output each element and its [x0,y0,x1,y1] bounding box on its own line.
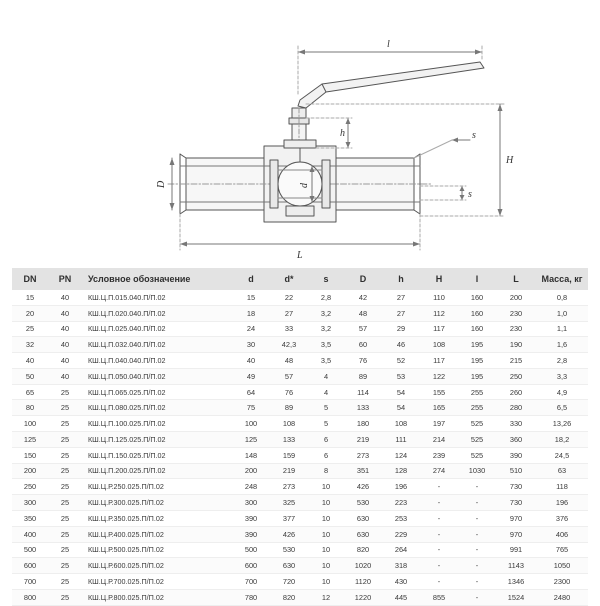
table-cell-1: 25 [48,558,82,574]
dimension-label-d: d [299,183,310,188]
table-cell-10: 230 [496,305,536,321]
table-cell-1: 40 [48,337,82,353]
table-cell-1: 25 [48,384,82,400]
table-cell-11: 0,8 [536,290,588,305]
table-cell-10: 1524 [496,589,536,605]
table-row [12,589,588,605]
table-cell-6: 57 [344,321,382,337]
table-cell-3: 248 [232,479,270,495]
table-cell-0: 100 [12,416,48,432]
table-cell-6: 219 [344,432,382,448]
table-cell-1: 25 [48,495,82,511]
table-cell-4: 42,3 [270,337,308,353]
table-cell-1: 25 [48,463,82,479]
table-cell-3: 780 [232,589,270,605]
th-designation: Условное обозначение [82,268,232,290]
table-cell-10: 510 [496,463,536,479]
table-cell-4: 720 [270,574,308,590]
table-cell-9: - [458,479,496,495]
table-cell-4: 133 [270,432,308,448]
table-cell-6: 530 [344,495,382,511]
table-cell-8: 112 [420,305,458,321]
table-cell-9: - [458,526,496,542]
table-cell-4: 530 [270,542,308,558]
table-cell-5: 3,2 [308,305,344,321]
table-cell-1: 40 [48,368,82,384]
table-cell-10: 1143 [496,558,536,574]
table-row [12,290,588,305]
table-cell-8: 155 [420,384,458,400]
th-l: l [458,268,496,290]
table-cell-8: 274 [420,463,458,479]
table-cell-2: КШ.Ц.Р.600.025.П/П.02 [82,558,232,574]
dimension-label-s-top: s [472,130,476,141]
table-cell-4: 27 [270,305,308,321]
table-cell-0: 500 [12,542,48,558]
dimension-label-D: D [156,180,167,188]
table-cell-1: 40 [48,353,82,369]
table-cell-9: 525 [458,432,496,448]
table-cell-7: 124 [382,447,420,463]
table-row [12,400,588,416]
table-cell-2: КШ.Ц.Р.350.025.П/П.02 [82,510,232,526]
table-cell-6: 351 [344,463,382,479]
table-cell-2: КШ.Ц.П.015.040.П/П.02 [82,290,232,305]
table-cell-3: 390 [232,526,270,542]
table-cell-8: 110 [420,290,458,305]
table-cell-2: КШ.Ц.П.040.040.П/П.02 [82,353,232,369]
table-cell-8: 239 [420,447,458,463]
table-cell-9: 255 [458,400,496,416]
table-cell-5: 10 [308,574,344,590]
table-cell-11: 24,5 [536,447,588,463]
table-cell-3: 500 [232,542,270,558]
table-cell-2: КШ.Ц.Р.700.025.П/П.02 [82,574,232,590]
table-row [12,510,588,526]
table-cell-11: 765 [536,542,588,558]
table-header [12,268,588,290]
table-cell-8: 855 [420,589,458,605]
table-cell-6: 426 [344,479,382,495]
table-cell-6: 114 [344,384,382,400]
table-cell-8: 117 [420,353,458,369]
table-cell-9: 255 [458,384,496,400]
table-cell-10: 215 [496,353,536,369]
table-cell-3: 125 [232,432,270,448]
table-cell-10: 280 [496,400,536,416]
table-cell-0: 32 [12,337,48,353]
table-cell-9: 1030 [458,463,496,479]
table-cell-5: 10 [308,542,344,558]
table-cell-0: 200 [12,463,48,479]
table-cell-9: 195 [458,368,496,384]
table-cell-7: 445 [382,589,420,605]
table-cell-5: 12 [308,589,344,605]
table-cell-3: 15 [232,290,270,305]
table-cell-4: 159 [270,447,308,463]
table-cell-10: 190 [496,337,536,353]
table-cell-2: КШ.Ц.П.100.025.П/П.02 [82,416,232,432]
table-cell-5: 2,8 [308,290,344,305]
specifications-table [12,268,588,606]
table-cell-8: - [420,479,458,495]
drawing-svg [0,0,600,268]
table-cell-9: 525 [458,416,496,432]
table-cell-8: - [420,526,458,542]
table-cell-3: 700 [232,574,270,590]
table-cell-3: 600 [232,558,270,574]
table-cell-10: 730 [496,495,536,511]
table-cell-1: 40 [48,290,82,305]
table-cell-2: КШ.Ц.П.025.040.П/П.02 [82,321,232,337]
table-cell-0: 250 [12,479,48,495]
table-cell-7: 54 [382,384,420,400]
table-cell-10: 730 [496,479,536,495]
table-row [12,353,588,369]
table-cell-2: КШ.Ц.П.080.025.П/П.02 [82,400,232,416]
table-row [12,321,588,337]
table-cell-0: 40 [12,353,48,369]
table-cell-8: - [420,542,458,558]
table-cell-5: 6 [308,447,344,463]
dimension-label-H: H [506,155,514,166]
table-cell-1: 25 [48,574,82,590]
table-cell-10: 390 [496,447,536,463]
table-cell-4: 108 [270,416,308,432]
table-cell-5: 6 [308,432,344,448]
table-cell-0: 80 [12,400,48,416]
table-cell-6: 630 [344,526,382,542]
table-cell-9: - [458,510,496,526]
table-cell-1: 40 [48,305,82,321]
th-D: D [344,268,382,290]
table-cell-1: 25 [48,479,82,495]
th-d-star: d* [270,268,308,290]
table-row [12,495,588,511]
table-cell-6: 820 [344,542,382,558]
table-cell-5: 10 [308,526,344,542]
table-cell-5: 10 [308,495,344,511]
table-cell-3: 100 [232,416,270,432]
table-cell-11: 406 [536,526,588,542]
table-cell-7: 27 [382,305,420,321]
table-cell-4: 57 [270,368,308,384]
table-cell-11: 3,3 [536,368,588,384]
table-cell-5: 10 [308,479,344,495]
table-cell-6: 89 [344,368,382,384]
table-cell-1: 25 [48,510,82,526]
table-cell-11: 2480 [536,589,588,605]
specifications-table-wrapper [0,268,600,606]
table-cell-6: 1020 [344,558,382,574]
table-cell-3: 40 [232,353,270,369]
table-cell-0: 150 [12,447,48,463]
table-cell-11: 2,8 [536,353,588,369]
table-cell-5: 4 [308,368,344,384]
table-cell-4: 630 [270,558,308,574]
table-cell-7: 108 [382,416,420,432]
table-cell-11: 18,2 [536,432,588,448]
table-cell-7: 52 [382,353,420,369]
table-cell-3: 200 [232,463,270,479]
table-cell-9: - [458,495,496,511]
table-cell-10: 970 [496,526,536,542]
table-cell-9: - [458,574,496,590]
table-cell-1: 25 [48,416,82,432]
table-cell-10: 260 [496,384,536,400]
table-cell-1: 25 [48,400,82,416]
table-cell-2: КШ.Ц.Р.400.025.П/П.02 [82,526,232,542]
table-cell-0: 15 [12,290,48,305]
table-cell-9: 525 [458,447,496,463]
table-cell-0: 50 [12,368,48,384]
table-cell-2: КШ.Ц.Р.500.025.П/П.02 [82,542,232,558]
table-cell-9: - [458,589,496,605]
table-cell-11: 63 [536,463,588,479]
table-cell-7: 223 [382,495,420,511]
table-cell-1: 25 [48,526,82,542]
table-header-row [12,268,588,290]
table-cell-6: 60 [344,337,382,353]
table-cell-11: 2300 [536,574,588,590]
table-cell-7: 318 [382,558,420,574]
th-H: H [420,268,458,290]
table-cell-1: 25 [48,542,82,558]
table-cell-6: 180 [344,416,382,432]
th-mass: Масса, кг [536,268,588,290]
table-cell-0: 20 [12,305,48,321]
dimension-label-s-bottom: s [468,189,472,200]
table-row [12,416,588,432]
table-cell-7: 111 [382,432,420,448]
table-cell-3: 64 [232,384,270,400]
table-cell-0: 125 [12,432,48,448]
table-cell-0: 300 [12,495,48,511]
table-cell-8: - [420,558,458,574]
table-cell-3: 18 [232,305,270,321]
table-cell-10: 250 [496,368,536,384]
table-cell-2: КШ.Ц.Р.250.025.П/П.02 [82,479,232,495]
table-cell-2: КШ.Ц.П.020.040.П/П.02 [82,305,232,321]
table-row [12,432,588,448]
table-cell-6: 630 [344,510,382,526]
table-cell-7: 430 [382,574,420,590]
table-cell-2: КШ.Ц.П.200.025.П/П.02 [82,463,232,479]
table-cell-0: 400 [12,526,48,542]
table-row [12,368,588,384]
table-cell-6: 1120 [344,574,382,590]
table-cell-2: КШ.Ц.П.065.025.П/П.02 [82,384,232,400]
table-cell-4: 33 [270,321,308,337]
table-cell-7: 196 [382,479,420,495]
table-row [12,463,588,479]
table-cell-9: - [458,542,496,558]
dimension-label-L: L [297,250,303,261]
table-cell-8: - [420,574,458,590]
table-cell-3: 390 [232,510,270,526]
table-cell-3: 148 [232,447,270,463]
table-row [12,542,588,558]
table-row [12,558,588,574]
table-cell-4: 22 [270,290,308,305]
table-cell-1: 25 [48,432,82,448]
table-cell-3: 49 [232,368,270,384]
th-s: s [308,268,344,290]
table-cell-5: 5 [308,400,344,416]
table-cell-10: 230 [496,321,536,337]
table-cell-4: 325 [270,495,308,511]
table-cell-10: 200 [496,290,536,305]
table-cell-10: 991 [496,542,536,558]
table-cell-2: КШ.Ц.Р.800.025.П/П.02 [82,589,232,605]
table-cell-5: 3,5 [308,337,344,353]
table-cell-3: 24 [232,321,270,337]
table-cell-2: КШ.Ц.П.150.025.П/П.02 [82,447,232,463]
dimension-label-l: l [387,39,390,50]
table-cell-7: 53 [382,368,420,384]
table-cell-4: 76 [270,384,308,400]
th-dn: DN [12,268,48,290]
table-cell-11: 6,5 [536,400,588,416]
table-cell-0: 600 [12,558,48,574]
table-cell-11: 13,26 [536,416,588,432]
table-cell-10: 1346 [496,574,536,590]
table-cell-9: 160 [458,305,496,321]
table-cell-11: 1,6 [536,337,588,353]
table-row [12,305,588,321]
table-cell-11: 1,0 [536,305,588,321]
table-cell-7: 229 [382,526,420,542]
table-cell-4: 219 [270,463,308,479]
table-cell-2: КШ.Ц.Р.300.025.П/П.02 [82,495,232,511]
table-cell-6: 76 [344,353,382,369]
table-cell-0: 700 [12,574,48,590]
table-cell-11: 1050 [536,558,588,574]
table-cell-9: - [458,558,496,574]
table-cell-1: 25 [48,447,82,463]
table-cell-11: 376 [536,510,588,526]
table-cell-0: 800 [12,589,48,605]
table-cell-2: КШ.Ц.П.032.040.П/П.02 [82,337,232,353]
table-cell-8: - [420,495,458,511]
table-cell-11: 196 [536,495,588,511]
table-cell-6: 273 [344,447,382,463]
table-cell-5: 3,5 [308,353,344,369]
table-cell-0: 350 [12,510,48,526]
table-cell-4: 426 [270,526,308,542]
table-cell-1: 40 [48,321,82,337]
table-row [12,574,588,590]
table-cell-7: 54 [382,400,420,416]
table-row [12,447,588,463]
table-cell-0: 25 [12,321,48,337]
table-cell-11: 1,1 [536,321,588,337]
table-cell-10: 330 [496,416,536,432]
table-cell-3: 75 [232,400,270,416]
table-cell-6: 1220 [344,589,382,605]
th-d: d [232,268,270,290]
table-cell-9: 160 [458,290,496,305]
table-cell-3: 300 [232,495,270,511]
table-cell-5: 8 [308,463,344,479]
table-cell-4: 820 [270,589,308,605]
table-row [12,337,588,353]
table-cell-5: 5 [308,416,344,432]
table-cell-8: 122 [420,368,458,384]
th-L: L [496,268,536,290]
table-row [12,479,588,495]
th-h: h [382,268,420,290]
table-cell-5: 4 [308,384,344,400]
table-cell-8: 108 [420,337,458,353]
table-cell-1: 25 [48,589,82,605]
table-cell-3: 30 [232,337,270,353]
table-cell-7: 29 [382,321,420,337]
table-cell-10: 970 [496,510,536,526]
table-cell-0: 65 [12,384,48,400]
table-cell-7: 128 [382,463,420,479]
table-row [12,384,588,400]
table-cell-7: 253 [382,510,420,526]
table-cell-5: 10 [308,510,344,526]
th-pn: PN [48,268,82,290]
table-body [12,290,588,605]
table-cell-8: 165 [420,400,458,416]
table-cell-2: КШ.Ц.П.050.040.П/П.02 [82,368,232,384]
table-cell-9: 195 [458,353,496,369]
valve-technical-drawing [0,0,600,268]
table-row [12,526,588,542]
table-cell-7: 264 [382,542,420,558]
table-cell-11: 4,9 [536,384,588,400]
table-cell-11: 118 [536,479,588,495]
table-cell-8: - [420,510,458,526]
table-cell-5: 3,2 [308,321,344,337]
table-cell-4: 377 [270,510,308,526]
table-cell-9: 195 [458,337,496,353]
table-cell-7: 27 [382,290,420,305]
table-cell-6: 42 [344,290,382,305]
table-cell-7: 46 [382,337,420,353]
table-cell-6: 133 [344,400,382,416]
table-cell-10: 360 [496,432,536,448]
table-cell-4: 273 [270,479,308,495]
table-cell-4: 48 [270,353,308,369]
table-cell-8: 197 [420,416,458,432]
table-cell-8: 117 [420,321,458,337]
table-cell-9: 160 [458,321,496,337]
table-cell-6: 48 [344,305,382,321]
table-cell-5: 10 [308,558,344,574]
table-cell-2: КШ.Ц.П.125.025.П/П.02 [82,432,232,448]
dimension-label-h: h [340,128,345,139]
table-cell-4: 89 [270,400,308,416]
table-cell-8: 214 [420,432,458,448]
